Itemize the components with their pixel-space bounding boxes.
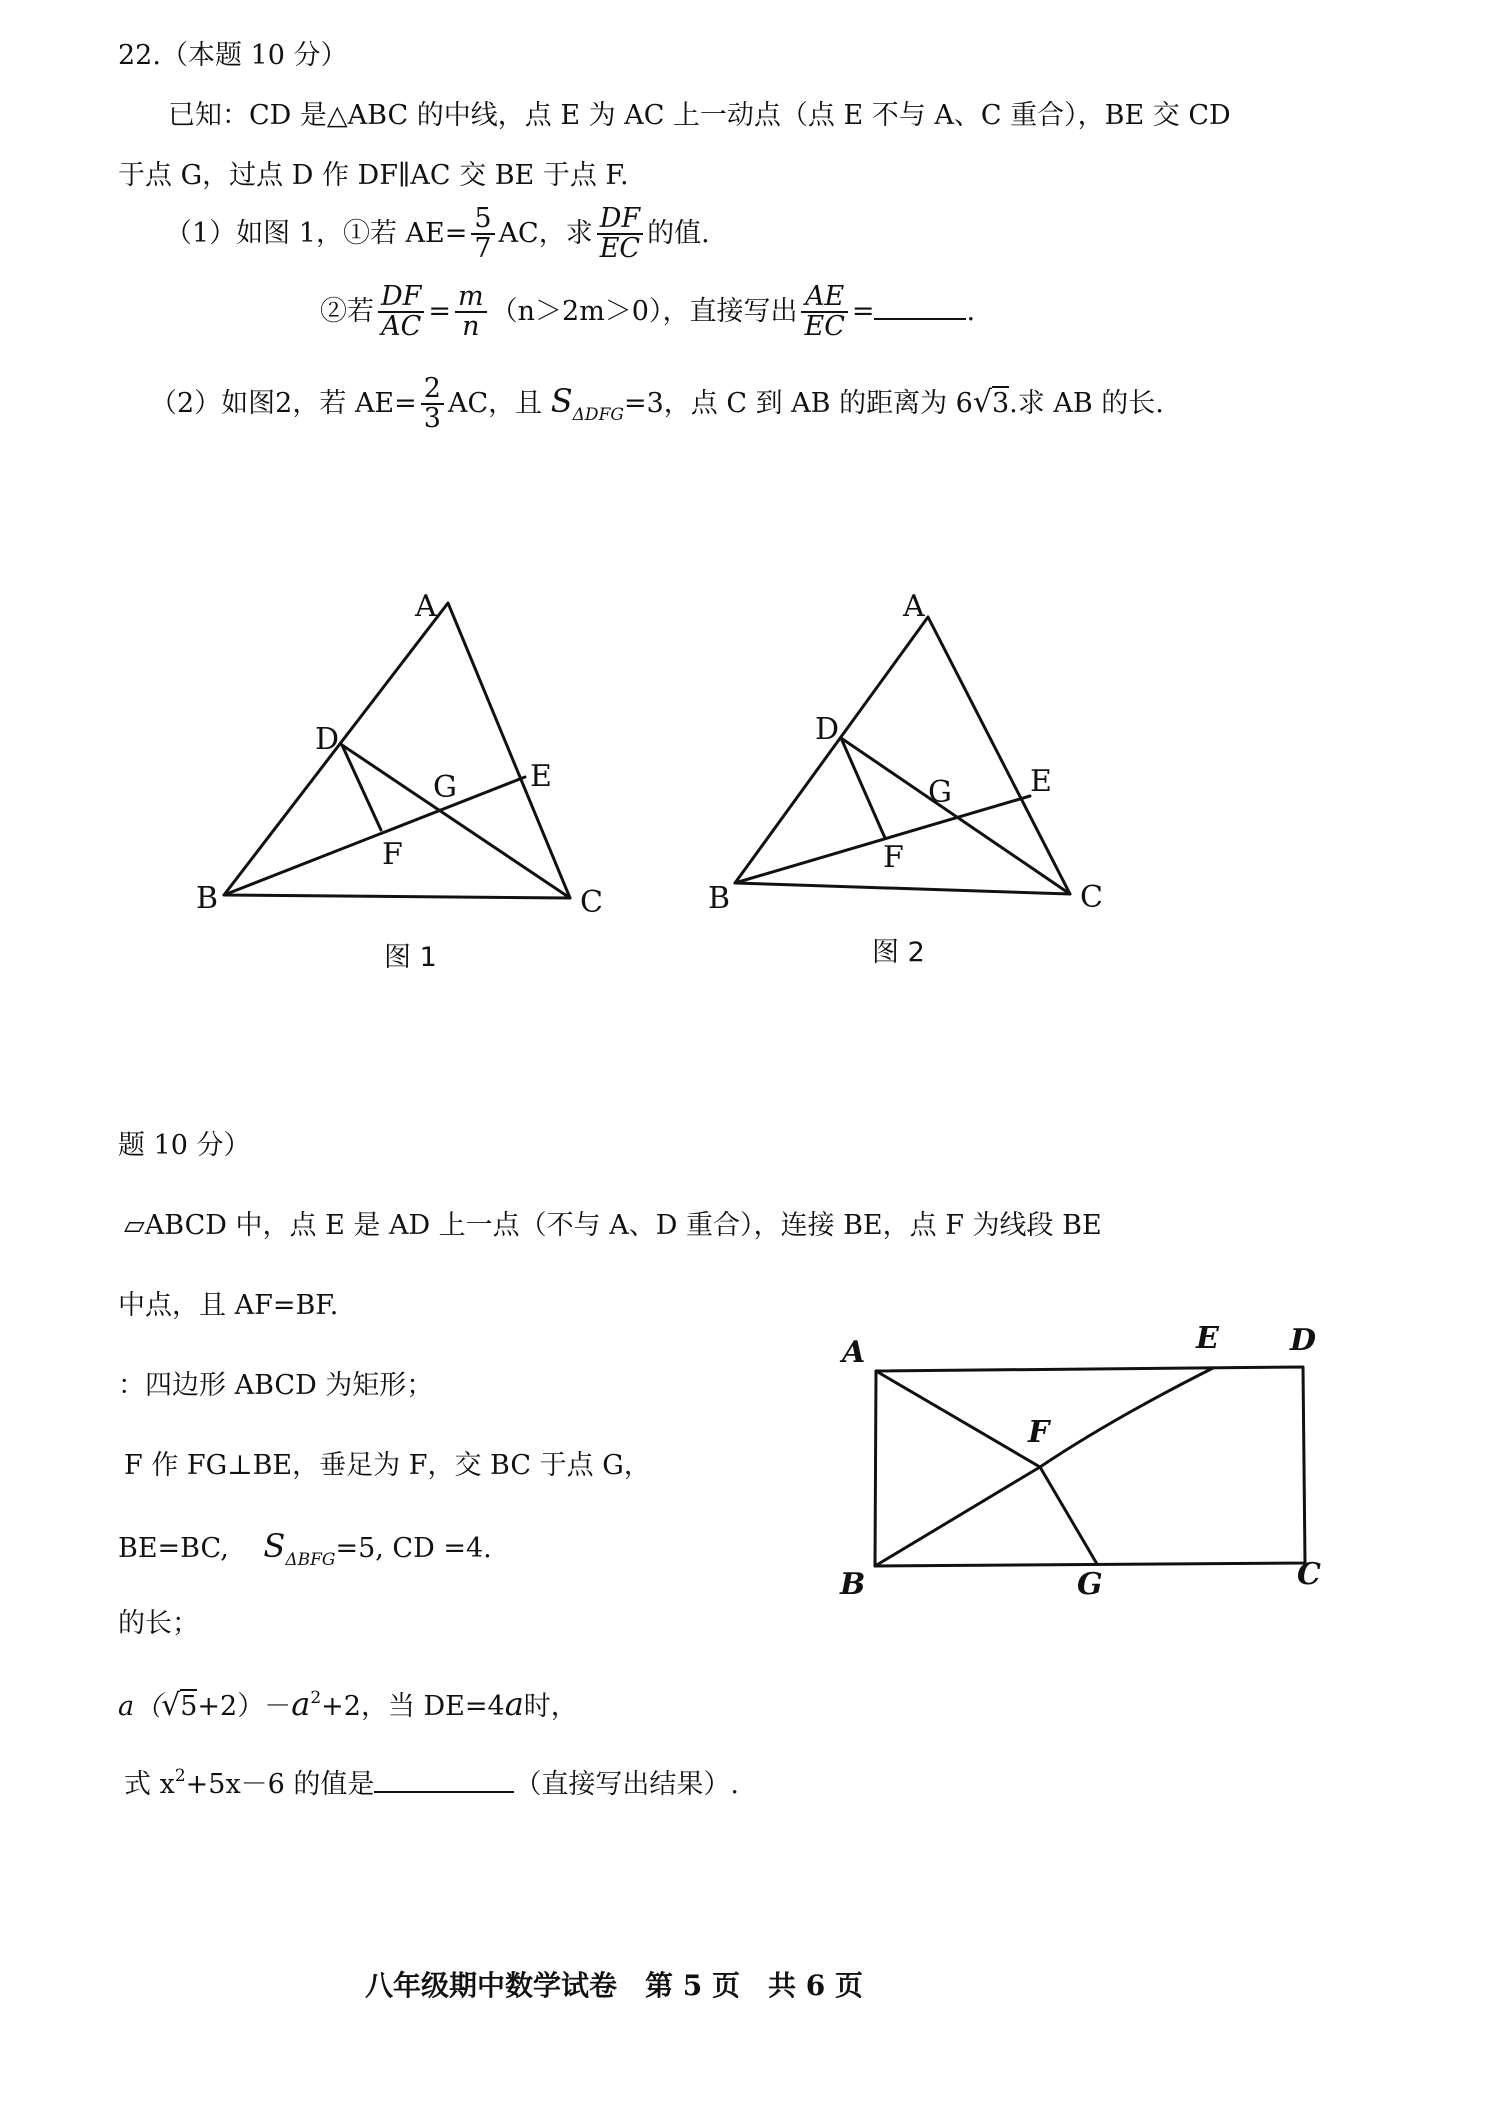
segment-fg	[1040, 1467, 1097, 1564]
q23-line-3: ：四边形 ABCD 为矩形；	[118, 1370, 434, 1401]
fig1-caption: 图 1	[384, 942, 437, 973]
q23-line-6: 的长；	[118, 1608, 199, 1639]
fraction-numerator: DF	[378, 283, 424, 313]
exponent: 2	[310, 1688, 322, 1708]
fig1-label-f: F	[382, 837, 403, 872]
q23-be-eq-bc: BE=BC,	[118, 1533, 229, 1564]
fig3-label-f: F	[1028, 1415, 1050, 1450]
q23-expr-d: +2，当 DE=4	[321, 1691, 505, 1722]
q23-line-2: 中点，且 AF=BF.	[118, 1290, 339, 1321]
fig2-caption: 图 2	[872, 937, 925, 968]
sqrt-radicand: 5	[180, 1691, 198, 1722]
q23-expr-var-a: a	[504, 1685, 524, 1723]
fraction-numerator: 2	[421, 375, 444, 405]
q23-expr-var-a: a	[291, 1685, 311, 1723]
sqrt-sign: √	[161, 1688, 181, 1723]
q22-part2-tail-end: .求 AB 的长.	[1009, 387, 1164, 419]
fig2-label-e: E	[1030, 764, 1052, 799]
fig1-label-c: C	[580, 885, 603, 920]
area-subscript: ΔBFG	[285, 1550, 336, 1570]
fraction-denominator: EC	[804, 311, 845, 343]
fraction-denominator: n	[462, 311, 480, 343]
exponent: 2	[174, 1766, 186, 1786]
fig3-label-g: G	[1077, 1567, 1103, 1602]
q22-given-line-2: 于点 G，过点 D 作 DF∥AC 交 BE 于点 F.	[118, 160, 629, 191]
q22-given-line-1: 已知：CD 是△ABC 的中线，点 E 为 AC 上一动点（点 E 不与 A、C 重合），BE 交 CD	[168, 100, 1231, 131]
segment-af	[876, 1371, 1040, 1467]
q22-part1-suffix: 的值.	[647, 217, 710, 249]
equals-sign: =	[428, 295, 452, 327]
q23-line-8	[124, 1768, 739, 1798]
figure-3-drawing	[875, 1367, 1305, 1566]
q22-part2-mid: AC，且	[447, 387, 543, 419]
fig2-label-c: C	[1080, 880, 1103, 915]
fraction-denominator: 3	[423, 403, 441, 435]
fig1-label-d: D	[315, 722, 340, 757]
sqrt-radicand: 3	[991, 387, 1010, 419]
fig3-label-a: A	[842, 1335, 866, 1370]
fig2-label-g: G	[928, 775, 952, 810]
q22-part1b-prefix: ②若	[320, 295, 374, 327]
fraction-denominator: EC	[599, 233, 641, 265]
fig1-label-e: E	[530, 759, 552, 794]
sqrt-sign: √	[972, 384, 992, 420]
area-subscript: ΔDFG	[572, 404, 624, 425]
area-symbol: S	[263, 1527, 286, 1565]
rectangle-abcd	[875, 1367, 1305, 1566]
equals-sign: =	[851, 295, 875, 327]
fig3-label-c: C	[1297, 1557, 1321, 1592]
q23-line-1: ▱ABCD 中，点 E 是 AD 上一点（不与 A、D 重合），连接 BE，点 F 为线段 BE	[124, 1210, 1102, 1241]
fig2-label-d: D	[815, 712, 840, 747]
fig3-label-e: E	[1196, 1321, 1219, 1356]
q22-part2-prefix: （2）如图2，若 AE=	[150, 387, 417, 419]
fraction-numerator: DF	[597, 205, 643, 235]
fraction-numerator: m	[455, 283, 487, 313]
fraction-denominator: AC	[381, 311, 422, 343]
period: .	[966, 295, 976, 327]
q22-header: 22.（本题 10 分）	[118, 40, 348, 71]
q23-expr-a: a（	[118, 1691, 162, 1722]
q22-part1-mid: AC，求	[498, 217, 593, 249]
q23-expr-b: +2）－	[197, 1691, 292, 1722]
q23-line-7	[118, 1685, 578, 1723]
answer-blank[interactable]	[374, 1791, 514, 1793]
q23-poly-mid: +5x－6 的值是	[185, 1769, 375, 1800]
fig3-label-b: B	[840, 1567, 866, 1602]
q23-poly-prefix: 式 x	[124, 1769, 175, 1800]
fraction-denominator: 7	[474, 233, 492, 265]
q23-header: 题 10 分）	[118, 1130, 251, 1161]
q23-expr-f: 时，	[523, 1691, 578, 1722]
q22-part1b-condition: （n＞2m＞0），直接写出	[490, 295, 798, 327]
fig1-label-b: B	[196, 881, 219, 916]
fig3-label-d: D	[1290, 1323, 1317, 1358]
segment-be	[875, 1368, 1213, 1566]
q22-part2-tail: =3，点 C 到 AB 的距离为 6	[623, 387, 973, 419]
fig2-label-b: B	[708, 881, 731, 916]
area-symbol: S	[550, 381, 573, 420]
q22-part1-prefix: （1）如图 1，①若 AE=	[165, 217, 468, 249]
q23-line-5	[118, 1527, 492, 1570]
fig1-label-g: G	[433, 770, 457, 805]
fraction-numerator: AE	[801, 283, 847, 313]
fig2-label-f: F	[883, 840, 904, 875]
fraction-numerator: 5	[471, 205, 494, 235]
page-footer: 八年级期中数学试卷 第 5 页 共 6 页	[365, 1969, 863, 2002]
fig1-label-a: A	[415, 589, 437, 624]
fig2-label-a: A	[903, 589, 925, 624]
q23-area-value: =5, CD =4.	[335, 1533, 492, 1564]
q23-line-4: F 作 FG⊥BE，垂足为 F，交 BC 于点 G，	[124, 1450, 651, 1481]
q23-poly-suffix: （直接写出结果）.	[514, 1769, 740, 1800]
